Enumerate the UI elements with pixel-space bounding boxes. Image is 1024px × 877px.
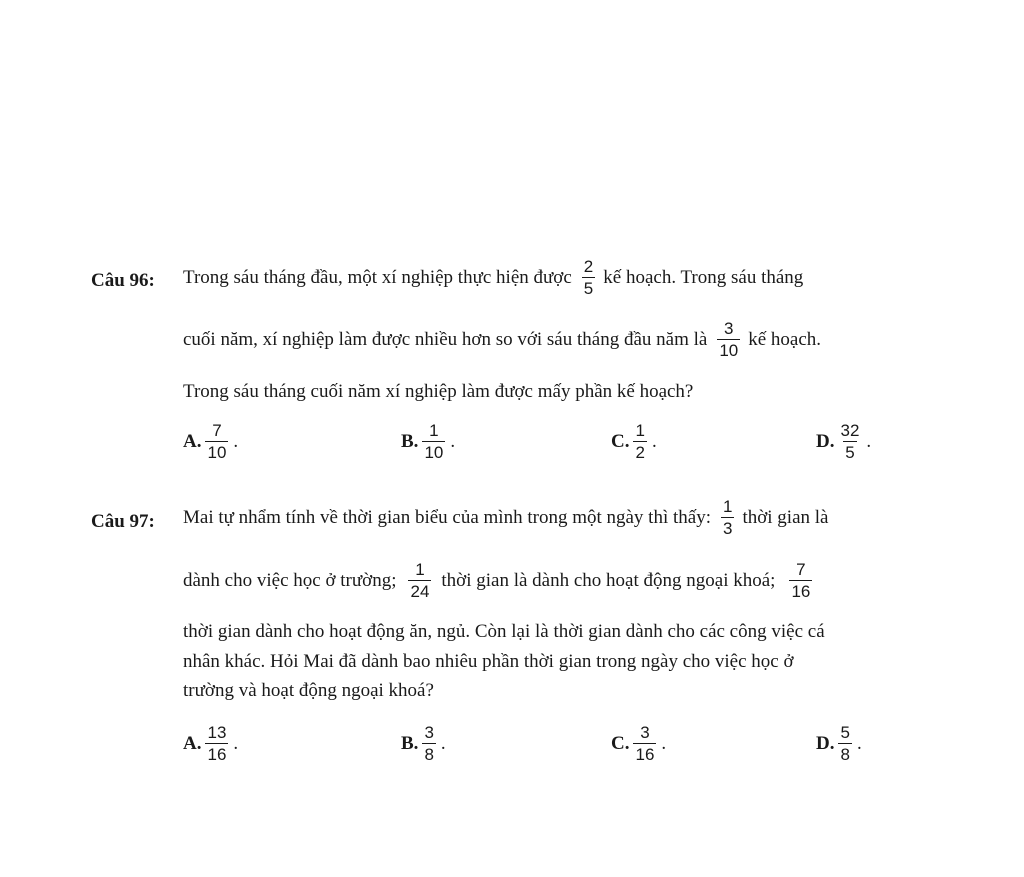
option-c[interactable] [611, 421, 657, 463]
denominator: 2 [635, 443, 645, 462]
fraction [422, 421, 445, 463]
fraction [408, 560, 431, 602]
option-label: A. [183, 431, 202, 452]
fraction [721, 497, 734, 539]
question-97-text: thời gian là [742, 507, 829, 528]
option-label: A. [183, 733, 202, 754]
numerator: 1 [635, 421, 645, 440]
question-97-text: thời gian là dành cho hoạt động ngoại khoá; [441, 570, 776, 591]
numerator: 13 [207, 723, 227, 742]
period: . [866, 431, 872, 452]
numerator: 3 [424, 723, 434, 742]
denominator: 16 [791, 582, 811, 601]
fraction [582, 257, 595, 299]
numerator: 1 [415, 560, 425, 579]
period: . [233, 733, 239, 754]
question-97-text: Mai tự nhẩm tính về thời gian biểu của mình trong một ngày thì thấy: [183, 507, 711, 528]
denominator: 8 [840, 745, 850, 764]
question-96-label: Câu 96: [91, 270, 155, 291]
fraction [789, 560, 812, 602]
denominator: 16 [207, 745, 227, 764]
period: . [856, 733, 862, 754]
option-label: B. [401, 733, 419, 754]
numerator: 3 [724, 319, 734, 338]
question-96-text: kế hoạch. Trong sáu tháng [603, 267, 804, 288]
fraction [205, 421, 228, 463]
question-97-line-1 [183, 497, 828, 539]
numerator: 32 [840, 421, 860, 440]
fraction [838, 421, 861, 463]
period: . [661, 733, 667, 754]
fraction [205, 723, 228, 765]
option-label: B. [401, 431, 419, 452]
question-97-line-5: trường và hoạt động ngoại khoá? [183, 680, 434, 701]
option-label: D. [816, 733, 835, 754]
question-97-label: Câu 97: [91, 511, 155, 532]
denominator: 8 [424, 745, 434, 764]
option-d[interactable] [816, 723, 862, 765]
option-a[interactable] [183, 421, 238, 463]
fraction [633, 723, 656, 765]
option-a[interactable] [183, 723, 238, 765]
numerator: 1 [429, 421, 439, 440]
numerator: 5 [840, 723, 850, 742]
denominator: 3 [722, 519, 733, 538]
question-96-text: kế hoạch. [748, 329, 822, 350]
question-96-text: cuối năm, xí nghiệp làm được nhiều hơn so với sáu tháng đầu năm là [183, 329, 708, 350]
denominator: 16 [635, 745, 655, 764]
period: . [450, 431, 456, 452]
question-96-line-3: Trong sáu tháng cuối năm xí nghiệp làm được mấy phần kế hoạch? [183, 381, 694, 402]
question-97-line-3: thời gian dành cho hoạt động ăn, ngủ. Còn lại là thời gian dành cho các công việc cá [183, 621, 825, 642]
question-97-line-2 [183, 560, 816, 602]
option-d[interactable] [816, 421, 871, 463]
period: . [233, 431, 239, 452]
numerator: 3 [640, 723, 650, 742]
fraction [717, 319, 740, 361]
fraction [838, 723, 851, 765]
denominator: 10 [424, 443, 444, 462]
question-97-text: dành cho việc học ở trường; [183, 570, 397, 591]
denominator: 24 [410, 582, 430, 601]
question-96-line-2 [183, 319, 821, 361]
denominator: 10 [719, 341, 739, 360]
option-c[interactable] [611, 723, 666, 765]
numerator: 1 [722, 497, 733, 516]
question-97-line-4: nhân khác. Hỏi Mai đã dành bao nhiêu phần thời gian trong ngày cho việc học ở [183, 651, 794, 672]
question-96-line-1 [183, 257, 803, 299]
numerator: 7 [796, 560, 806, 579]
denominator: 5 [583, 279, 594, 298]
numerator: 7 [212, 421, 222, 440]
option-label: C. [611, 733, 630, 754]
period: . [440, 733, 446, 754]
question-96-text: Trong sáu tháng đầu, một xí nghiệp thực hiện được [183, 267, 572, 288]
fraction [422, 723, 435, 765]
period: . [651, 431, 657, 452]
fraction [633, 421, 646, 463]
option-label: D. [816, 431, 835, 452]
option-b[interactable] [401, 723, 446, 765]
numerator: 2 [583, 257, 594, 276]
denominator: 5 [845, 443, 855, 462]
option-b[interactable] [401, 421, 455, 463]
option-label: C. [611, 431, 630, 452]
denominator: 10 [207, 443, 227, 462]
